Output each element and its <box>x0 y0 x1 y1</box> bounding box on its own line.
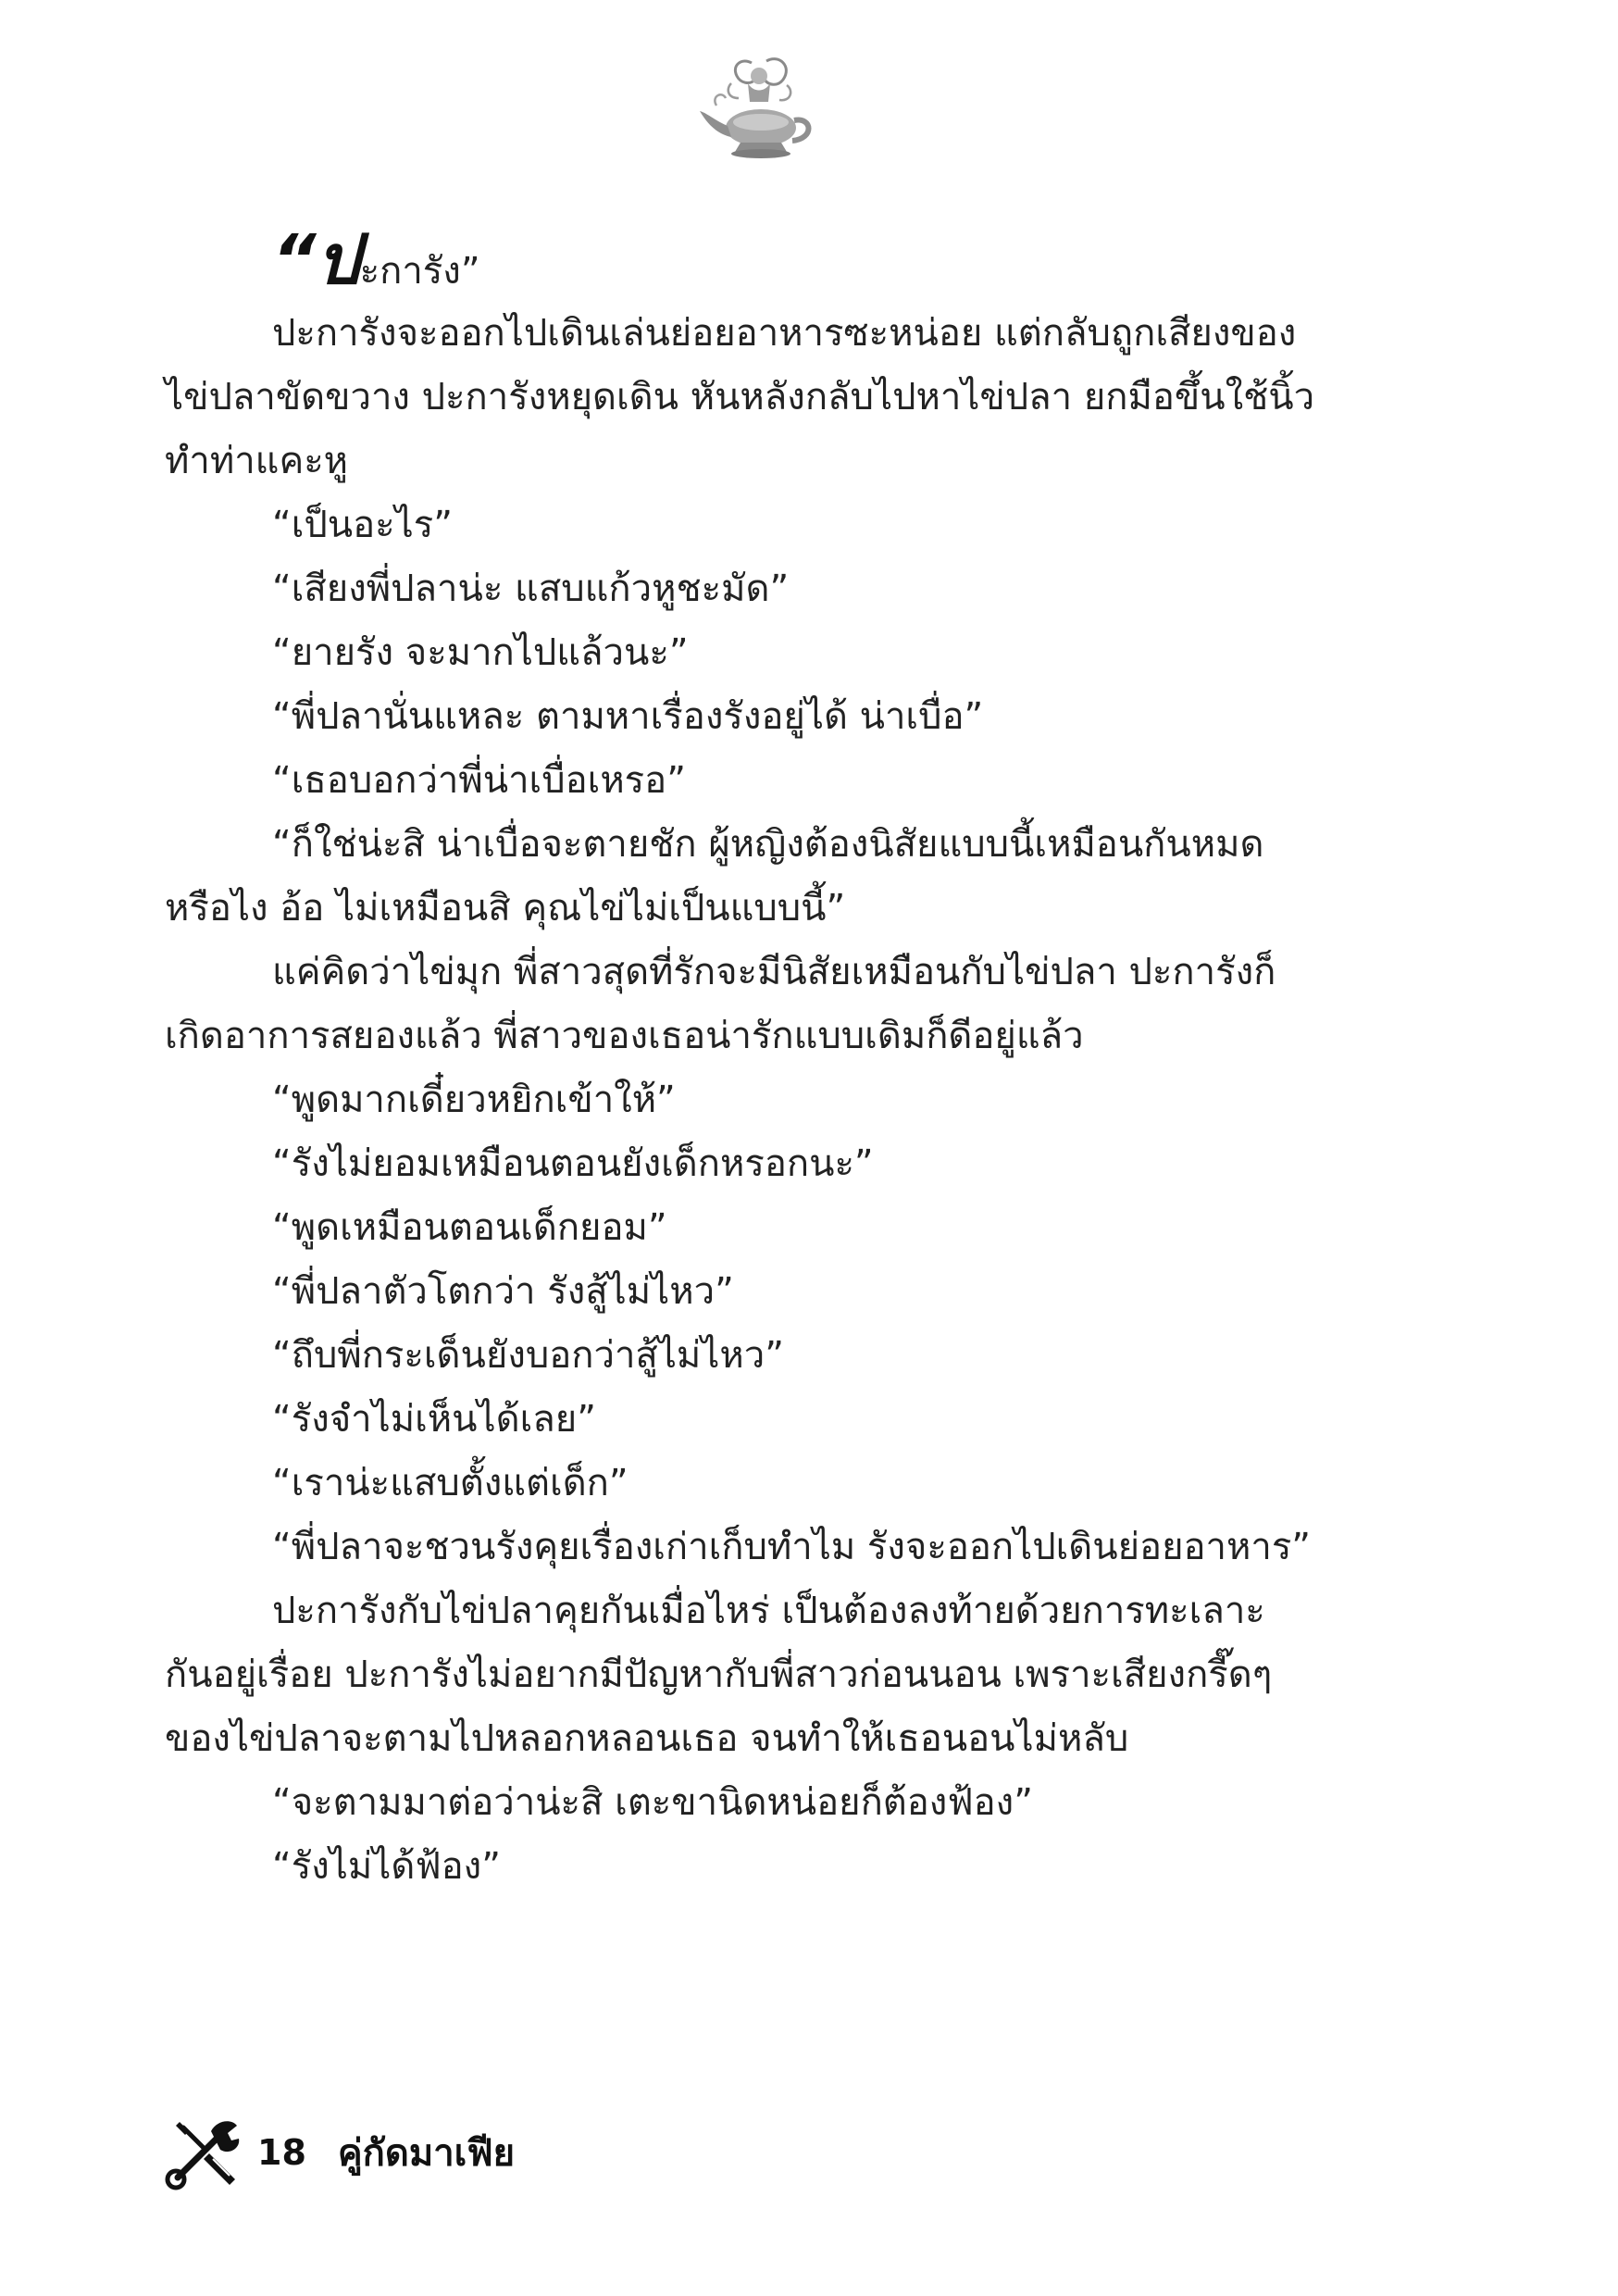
text-line: “พูดมากเดี๋ยวหยิกเข้าให้” <box>272 1079 676 1121</box>
text-line: “เสียงพี่ปลาน่ะ แสบแก้วหูชะมัด” <box>272 568 790 610</box>
teapot-cupid-ornament-icon <box>694 56 824 167</box>
dropcap-letter: “ป <box>272 220 360 300</box>
text-line: “ยายรัง จะมากไปแล้วนะ” <box>272 631 689 674</box>
opening-line <box>165 218 1359 302</box>
text-line: ของไข่ปลาจะตามไปหลอกหลอนเธอ จนทำให้เธอนอนไม่หลับ <box>165 1717 1129 1760</box>
text-line: “พี่ปลาจะชวนรังคุยเรื่องเก่าเก็บทำไม รังจะออกไปเดินย่อยอาหาร” <box>272 1526 1312 1568</box>
text-line: ทำท่าแคะหู <box>165 440 349 482</box>
text-line: “รังไม่ได้ฟ้อง” <box>272 1845 501 1888</box>
text-line: กันอยู่เรื่อย ปะการังไม่อยากมีปัญหากับพี่สาวก่อนนอน เพราะเสียงกรี๊ดๆ <box>165 1653 1273 1696</box>
wrench-screwdriver-icon <box>165 2113 244 2192</box>
text-line: “ก็ใช่น่ะสิ น่าเบื่อจะตายชัก ผู้หญิงต้องนิสัยแบบนี้เหมือนกันหมด <box>272 823 1264 866</box>
story-text <box>165 218 1359 1899</box>
page-number: 18 <box>257 2132 306 2173</box>
text-line: “รังไม่ยอมเหมือนตอนยังเด็กหรอกนะ” <box>272 1142 874 1185</box>
opening-line-rest: ะการัง” <box>359 250 480 293</box>
text-line: ปะการังกับไข่ปลาคุยกันเมื่อไหร่ เป็นต้องลงท้ายด้วยการทะเลาะ <box>272 1590 1265 1632</box>
book-title: คู่กัดมาเฟีย <box>337 2132 516 2175</box>
text-line: ไข่ปลาขัดขวาง ปะการังหยุดเดิน หันหลังกลับไปหาไข่ปลา ยกมือขึ้นใช้นิ้ว <box>165 376 1315 418</box>
text-line: “พี่ปลาตัวโตกว่า รังสู้ไม่ไหว” <box>272 1270 734 1313</box>
text-line: “จะตามมาต่อว่าน่ะสิ เตะขานิดหน่อยก็ต้องฟ้อง” <box>272 1781 1033 1824</box>
text-line: หรือไง อ้อ ไม่เหมือนสิ คุณไข่ไม่เป็นแบบนี้” <box>165 887 846 930</box>
text-line: “พูดเหมือนตอนเด็กยอม” <box>272 1206 667 1249</box>
text-line: “เราน่ะแสบตั้งแต่เด็ก” <box>272 1462 629 1504</box>
text-line: “พี่ปลานั่นแหละ ตามหาเรื่องรังอยู่ได้ น่าเบื่อ” <box>272 695 984 738</box>
text-line: “เป็นอะไร” <box>272 504 453 546</box>
text-line: ปะการังจะออกไปเดินเล่นย่อยอาหารซะหน่อย แต่กลับถูกเสียงของ <box>272 312 1297 355</box>
text-line: “เธอบอกว่าพี่น่าเบื่อเหรอ” <box>272 759 686 802</box>
text-line: แค่คิดว่าไข่มุก พี่สาวสุดที่รักจะมีนิสัยเหมือนกับไข่ปลา ปะการังก็ <box>272 951 1276 993</box>
text-line: เกิดอาการสยองแล้ว พี่สาวของเธอน่ารักแบบเดิมก็ดีอยู่แล้ว <box>165 1015 1084 1057</box>
text-line: “รังจำไม่เห็นได้เลย” <box>272 1398 596 1441</box>
page-footer <box>165 2111 515 2194</box>
text-line: “ถึบพี่กระเด็นยังบอกว่าสู้ไม่ไหว” <box>272 1334 784 1377</box>
paragraph-lines <box>165 302 1359 1899</box>
